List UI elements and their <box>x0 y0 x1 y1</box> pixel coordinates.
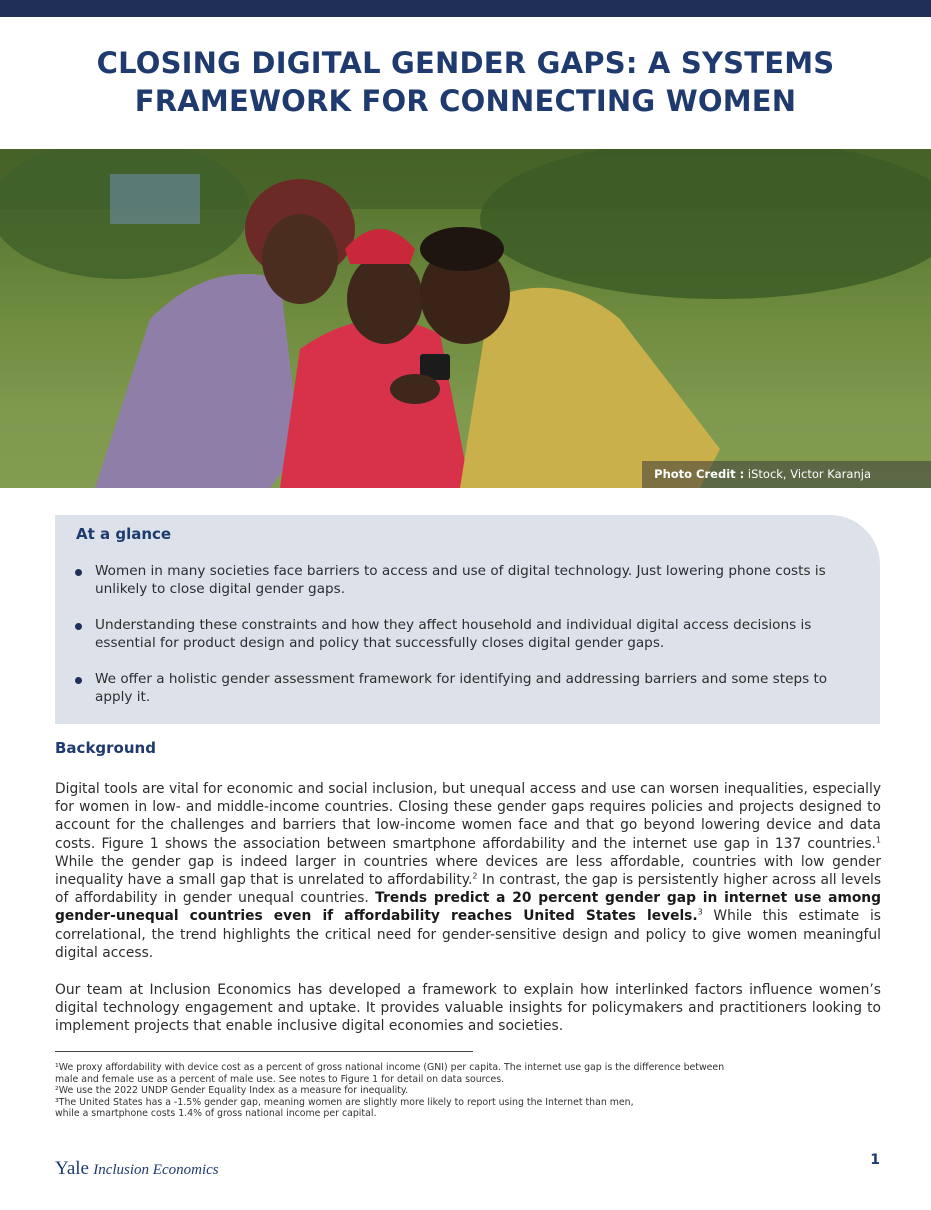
paragraph-text: While the gender gap is indeed larger in countries where devices are less affordable, countries with low gender inequality have a small gap that is unrelated to affordability. <box>55 853 881 889</box>
background-heading: Background <box>55 739 156 757</box>
footnote-ref-2: 2 <box>472 871 478 881</box>
key-finding-text: Trends predict a 20 percent gender gap in internet use among gender-unequal countries even if affordability reaches United States levels. <box>55 890 882 925</box>
bullet-icon <box>75 569 82 576</box>
page-title <box>0 44 931 120</box>
background-paragraph-1 <box>55 780 881 962</box>
footnote-line: ²We use the 2022 UNDP Gender Equality Index as a measure for inequality. <box>55 1085 409 1097</box>
footnote-divider <box>55 1051 473 1052</box>
title-line-1: CLOSING DIGITAL GENDER GAPS: A SYSTEMS <box>96 46 835 80</box>
title-line-2: FRAMEWORK FOR CONNECTING WOMEN <box>134 84 797 118</box>
list-item-text: We offer a holistic gender assessment framework for identifying and addressing barriers and some steps to apply it. <box>95 671 828 705</box>
list-item <box>75 671 865 706</box>
footnote-line: ³The United States has a -1.5% gender gap, meaning women are slightly more likely to report using the Internet than men, <box>55 1096 634 1108</box>
background-paragraph-2: Our team at Inclusion Economics has developed a framework to explain how interlinked factors influence women’s digital technology engagement and uptake. It provides valuable insights for policymakers and practitioners looking to implement projects that enable inclusive digital economies and societies. <box>55 982 881 1035</box>
bullet-icon <box>75 677 82 684</box>
list-item-text: Understanding these constraints and how they affect household and individual digital access decisions is essential for product design and policy that successfully closes digital gender gaps. <box>95 617 812 651</box>
footnote-line: male and female use as a percent of male use. See notes to Figure 1 for detail on data sources. <box>55 1073 505 1085</box>
footnote-line: ¹We proxy affordability with device cost as a percent of gross national income (GNI) per capita. The internet use gap is the difference between <box>55 1062 725 1073</box>
page-number: 1 <box>870 1152 880 1168</box>
footnote-ref-3: 3 <box>697 907 703 917</box>
photo-credit-text: iStock, Victor Karanja <box>744 467 871 481</box>
photo-credit-label: Photo Credit : <box>654 467 745 481</box>
list-item <box>75 617 865 652</box>
top-bar <box>0 0 931 17</box>
bullet-icon <box>75 623 82 630</box>
brand-main: Yale <box>55 1158 89 1179</box>
yale-inclusion-economics-logo <box>55 1158 219 1180</box>
list-item-text: Women in many societies face barriers to access and use of digital technology. Just lowering phone costs is unlikely to close digital gender gaps. <box>95 563 826 597</box>
at-a-glance-title: At a glance <box>76 525 172 543</box>
list-item <box>75 563 865 598</box>
at-a-glance-box <box>55 515 880 724</box>
paragraph-text: Digital tools are vital for economic and social inclusion, but unequal access and use can worsen inequalities, especially for women in low- and middle-income countries. Closing these gender gaps requires policies and projects designed to account for the challenges and barriers that low-income women face and that go beyond lowering device and data costs. Figure 1 shows the association between smartphone affordability and the internet use gap in 137 countries. <box>55 781 881 852</box>
at-a-glance-list <box>75 563 865 725</box>
footnote-line: while a smartphone costs 1.4% of gross national income per capital. <box>55 1108 377 1120</box>
brand-sub: Inclusion Economics <box>93 1162 219 1178</box>
photo-credit <box>642 461 931 488</box>
footnotes <box>55 1062 815 1120</box>
footnote-ref-1: 1 <box>875 835 881 845</box>
hero-photo-illustration <box>0 149 931 488</box>
hero-photo <box>0 149 931 488</box>
paragraph-text: While this estimate is correlational, the trend highlights the critical need for gender-sensitive design and policy to give women meaningful digital access. <box>55 908 881 961</box>
paragraph-text: In contrast, the gap is persistently higher across all levels of affordability in gender unequal countries. <box>55 872 882 907</box>
